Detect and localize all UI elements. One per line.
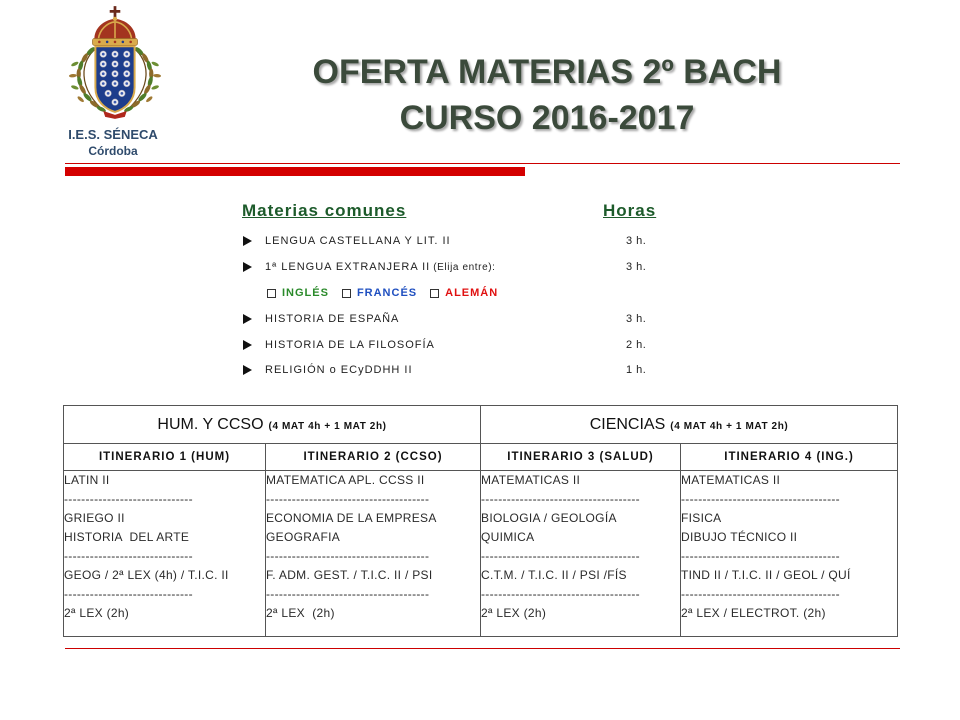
group-note: (4 MAT 4h + 1 MAT 2h) — [670, 420, 789, 432]
group-header-ciencias — [481, 406, 898, 444]
separator-line: ------------------------------ — [64, 549, 193, 563]
common-subjects-heading: Materias comunes — [242, 201, 407, 220]
school-crest-logo — [66, 5, 164, 119]
subject-line: GRIEGO II — [64, 511, 125, 525]
empty-checkbox-icon — [267, 289, 276, 298]
separator-line: ------------------------------------- — [481, 492, 640, 506]
school-city: Córdoba — [88, 144, 138, 158]
group-header-hum-ccso — [64, 406, 481, 444]
subject-name-wrap — [265, 259, 496, 276]
separator-line: ------------------------------ — [64, 587, 193, 601]
separator-line: -------------------------------------- — [266, 587, 430, 601]
group-title: HUM. Y CCSO — [157, 415, 264, 433]
language-option-aleman: ALEMÁN — [445, 287, 499, 299]
subject-row — [243, 311, 663, 327]
subject-line: MATEMATICAS II — [681, 473, 781, 487]
itinerary-subjects-3 — [481, 471, 681, 637]
subject-line: FISICA — [681, 511, 722, 525]
subject-line: HISTORIA DEL ARTE — [64, 530, 190, 544]
subject-line: 2ª LEX (2h) — [266, 606, 335, 620]
crown — [92, 17, 137, 46]
hours-heading: Horas — [603, 201, 657, 220]
itinerary-subjects-row — [64, 471, 898, 637]
slide-title: OFERTA MATERIAS 2º BACH — [312, 53, 782, 91]
subject-row — [243, 259, 663, 275]
itinerary-header-row — [64, 444, 898, 471]
subject-line: TIND II / T.I.C. II / GEOL / QUÍ — [681, 568, 851, 582]
subject-line: ECONOMIA DE LA EMPRESA — [266, 511, 437, 525]
subject-name: LENGUA CASTELLANA Y LIT. II — [265, 235, 451, 247]
subject-hours: 3 h. — [626, 235, 647, 247]
subject-name: RELIGIÓN o ECyDDHH II — [265, 364, 413, 376]
bullet-arrow-icon — [243, 340, 252, 350]
bullet-arrow-icon — [243, 262, 252, 272]
empty-checkbox-icon — [342, 289, 351, 298]
bullet-arrow-icon — [243, 365, 252, 375]
subject-line: QUIMICA — [481, 530, 535, 544]
slide-subtitle: CURSO 2016-2017 — [399, 99, 695, 137]
empty-checkbox-icon — [430, 289, 439, 298]
subject-hours: 3 h. — [626, 261, 647, 273]
itinerary-subjects-4 — [681, 471, 898, 637]
itinerary-header-1: ITINERARIO 1 (HUM) — [64, 444, 266, 471]
subject-row — [243, 337, 663, 353]
itinerary-header-2: ITINERARIO 2 (CCSO) — [266, 444, 481, 471]
bullet-arrow-icon — [243, 236, 252, 246]
itinerary-subjects-2 — [266, 471, 481, 637]
separator-line: ------------------------------------- — [681, 492, 840, 506]
subject-note: (Elija entre): — [433, 262, 496, 273]
group-note: (4 MAT 4h + 1 MAT 2h) — [268, 420, 387, 432]
language-options — [267, 286, 511, 300]
group-title: CIENCIAS — [589, 415, 666, 433]
bullet-arrow-icon — [243, 314, 252, 324]
header-rule-thin — [65, 163, 900, 164]
subject-hours: 3 h. — [626, 313, 647, 325]
subject-line: 2ª LEX (2h) — [64, 606, 130, 620]
separator-line: ------------------------------------- — [681, 587, 840, 601]
itineraries-table — [63, 405, 898, 637]
language-option-ingles: INGLÉS — [282, 287, 329, 299]
footer-rule — [65, 648, 900, 649]
itinerary-header-3: ITINERARIO 3 (SALUD) — [481, 444, 681, 471]
subject-name: 1ª LENGUA EXTRANJERA II — [265, 261, 431, 273]
subject-line: LATIN II — [64, 473, 110, 487]
separator-line: -------------------------------------- — [266, 549, 430, 563]
separator-line: ------------------------------------- — [681, 549, 840, 563]
subject-line: F. ADM. GEST. / T.I.C. II / PSI — [266, 568, 433, 582]
school-name: I.E.S. SÉNECA — [68, 127, 158, 142]
shield — [95, 46, 134, 112]
subject-line: MATEMATICA APL. CCSS II — [266, 473, 425, 487]
subject-hours: 2 h. — [626, 339, 647, 351]
subject-line: BIOLOGIA / GEOLOGÍA — [481, 511, 617, 525]
group-header-row — [64, 406, 898, 444]
subject-row — [243, 362, 663, 378]
subject-line: DIBUJO TÉCNICO II — [681, 530, 798, 544]
subject-line: 2ª LEX (2h) — [481, 606, 547, 620]
subject-hours: 1 h. — [626, 364, 647, 376]
header-rule-thick — [65, 167, 525, 176]
separator-line: -------------------------------------- — [266, 492, 430, 506]
subject-line: MATEMATICAS II — [481, 473, 581, 487]
subject-line: C.T.M. / T.I.C. II / PSI /FÍS — [481, 568, 627, 582]
subject-line: 2ª LEX / ELECTROT. (2h) — [681, 606, 826, 620]
separator-line: ------------------------------ — [64, 492, 193, 506]
language-option-frances: FRANCÉS — [356, 287, 418, 299]
subject-row — [243, 233, 663, 249]
subject-name: HISTORIA DE LA FILOSOFÍA — [265, 339, 435, 351]
separator-line: ------------------------------------- — [481, 587, 640, 601]
subject-line: GEOG / 2ª LEX (4h) / T.I.C. II — [64, 568, 229, 582]
itinerary-subjects-1 — [64, 471, 266, 637]
separator-line: ------------------------------------- — [481, 549, 640, 563]
itinerary-header-4: ITINERARIO 4 (ING.) — [681, 444, 898, 471]
subject-name: HISTORIA DE ESPAÑA — [265, 313, 400, 325]
subject-line: GEOGRAFIA — [266, 530, 341, 544]
